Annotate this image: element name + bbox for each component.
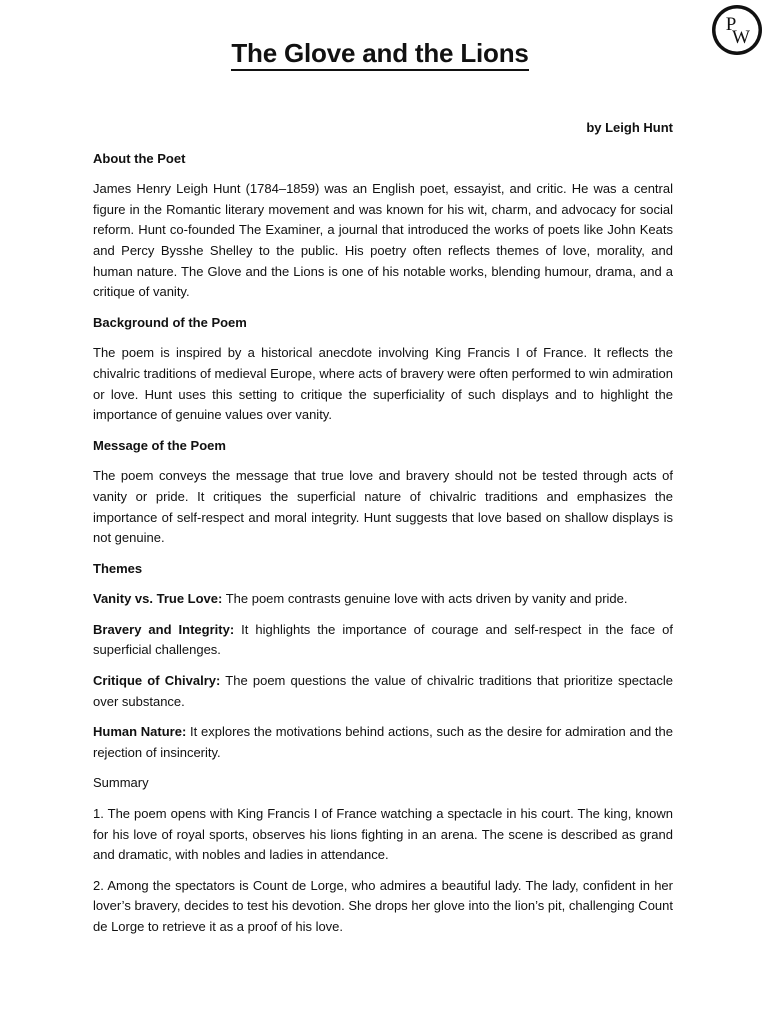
message-heading: Message of the Poem bbox=[93, 437, 226, 453]
summary-paragraph: 1. The poem opens with King Francis I of France watching a spectacle in his court. The king, known for his love of royal sports, observes his lions fighting in an arena. The scene is described as grand and dramatic, with nobles and ladies in attendance. bbox=[93, 806, 673, 863]
summary-heading: Summary bbox=[93, 775, 149, 791]
theme-item bbox=[93, 722, 673, 763]
theme-text: It explores the motivations behind actions, such as the desire for admiration and the rejection of insincerity. bbox=[93, 724, 673, 760]
theme-text: The poem questions the value of chivalric traditions that prioritize spectacle over substance. bbox=[93, 673, 673, 709]
theme-text: It highlights the importance of courage and self-respect in the face of superficial challenges. bbox=[93, 621, 673, 658]
document-body bbox=[93, 118, 673, 948]
page-title bbox=[0, 38, 760, 69]
page-title-text: The Glove and the Lions bbox=[231, 38, 528, 71]
background-heading: Background of the Poem bbox=[93, 314, 247, 330]
theme-label: Critique of Chivalry: bbox=[93, 673, 221, 689]
theme-label: Human Nature: bbox=[93, 724, 187, 740]
background-paragraph: The poem is inspired by a historical anecdote involving King Francis I of France. It reflects the chivalric traditions of medieval Europe, where acts of bravery were often performed to win admiration or love. Hunt uses this setting to critique the superficiality of such displays and to highlight the importance of genuine values over vanity. bbox=[93, 345, 673, 423]
about-paragraph: James Henry Leigh Hunt (1784–1859) was an English poet, essayist, and critic. He was a central figure in the Romantic literary movement and was known for his wit, charm, and advocacy for social reform. Hunt co-founded The Examiner, a journal that introduced the works of poets like John Keats and Percy Bysshe Shelley to the public. His poetry often reflects themes of love, morality, and human nature. The Glove and the Lions is one of his notable works, blending humour, drama, and a critique of vanity. bbox=[93, 181, 673, 300]
theme-label: Vanity vs. True Love: bbox=[93, 591, 223, 607]
svg-text:P: P bbox=[725, 14, 737, 35]
theme-item bbox=[93, 620, 673, 661]
about-heading: About the Poet bbox=[93, 150, 186, 166]
summary-paragraph: 2. Among the spectators is Count de Lorge, who admires a beautiful lady. The lady, confident in her lover’s bravery, decides to test his devotion. She drops her glove into the lion’s pit, challenging Count de Lorge to retrieve it as a proof of his love. bbox=[93, 877, 673, 934]
author-line: by Leigh Hunt bbox=[586, 120, 673, 135]
theme-label: Bravery and Integrity: bbox=[93, 621, 235, 637]
theme-item bbox=[93, 671, 673, 712]
svg-text:W: W bbox=[732, 27, 750, 48]
themes-heading: Themes bbox=[93, 560, 143, 576]
message-paragraph: The poem conveys the message that true love and bravery should not be tested through acts of vanity or pride. It critiques the superficial nature of chivalric traditions and emphasizes the importance of self-respect and moral integrity. Hunt suggests that love based on shallow displays is not genuine. bbox=[93, 468, 673, 546]
theme-item bbox=[93, 589, 673, 610]
theme-text: The poem contrasts genuine love with acts driven by vanity and pride. bbox=[222, 591, 628, 607]
